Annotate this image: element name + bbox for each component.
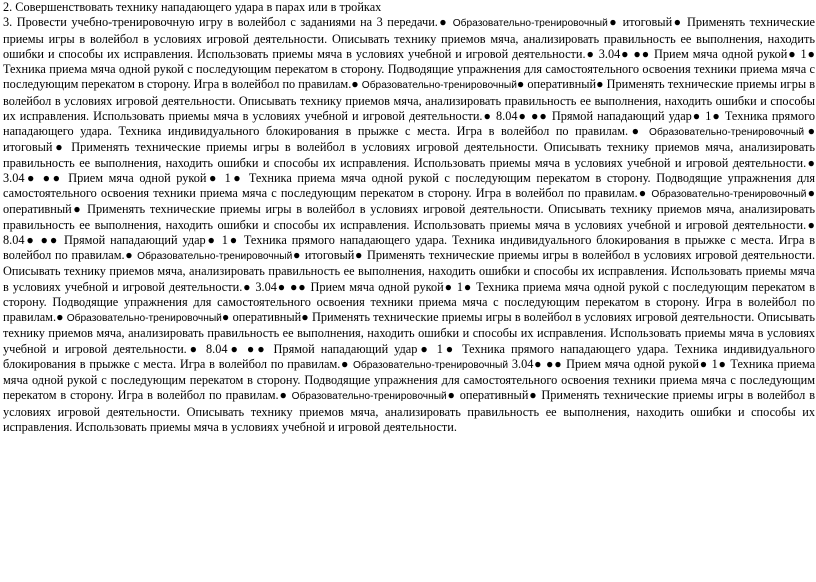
control-type: итоговый bbox=[3, 140, 53, 155]
bullet: ● bbox=[351, 77, 359, 92]
task-3-text: 3. Провести учебно-тренировочную игру в волейбол с заданиями на 3 передачи. bbox=[3, 15, 438, 30]
bullet: ● bbox=[354, 248, 364, 262]
control-type: оперативный bbox=[3, 202, 72, 217]
bullet: ● bbox=[289, 279, 299, 294]
bullet: ● bbox=[292, 248, 302, 262]
lesson-topic: Прием мяча одной рукой bbox=[566, 356, 699, 371]
bullet: ● bbox=[417, 341, 431, 356]
task-line-2 bbox=[3, 0, 815, 15]
bullet: ● bbox=[620, 46, 630, 61]
control-type: оперативный bbox=[232, 310, 302, 324]
bullet: ● bbox=[806, 186, 815, 200]
bullet: ● bbox=[446, 388, 456, 403]
lesson-content: Техника приема мяча одной рукой с последующим перекатом в сторону. Подводящие упражнения для самостоятельного освоения техники приема мяча с последующим перекатом в сторону. Игра в волейбол по правилам. bbox=[3, 279, 815, 324]
bullet: ● bbox=[691, 108, 702, 123]
bullet: ● bbox=[442, 341, 457, 356]
bullet: ● bbox=[628, 124, 643, 138]
bullet: ● bbox=[276, 279, 287, 294]
bullet: ● bbox=[298, 279, 307, 294]
bullet: ● bbox=[340, 356, 350, 371]
bullet: ● bbox=[539, 108, 548, 123]
bullet: ● bbox=[806, 217, 815, 232]
lesson-content: Техника приема мяча одной рукой с последующим перекатом в сторону. Подводящие упражнения для самостоятельного освоения техники приема мяча с последующим перекатом в сторону. Игра в волейбол по правилам. bbox=[3, 62, 815, 92]
bullet: ● bbox=[528, 388, 538, 403]
bullet: ● bbox=[517, 108, 527, 123]
hours: 1 bbox=[800, 46, 807, 61]
bullet: ● bbox=[52, 140, 66, 155]
lesson-date: 8.04 bbox=[206, 341, 228, 356]
bullet: ● bbox=[24, 232, 36, 247]
lesson-date: 3.04 bbox=[598, 46, 621, 61]
hours: 1 bbox=[456, 279, 463, 294]
hours: 1 bbox=[221, 232, 228, 247]
activity-description: Применять технические приемы игры в волейбол в условиях игровой деятельности. Описывать технику приемов мяча, анализировать правильность ее выполнения, находить ошибки и способы их исправления. Использовать приемы мяча в условиях учебной и игровой деятельности. bbox=[3, 15, 815, 61]
bullet: ● bbox=[71, 202, 83, 217]
bullet: ● bbox=[124, 248, 134, 262]
bullet: ● bbox=[49, 232, 60, 247]
lesson-topic: Прием мяча одной рукой bbox=[653, 46, 788, 61]
hours: 1 bbox=[224, 170, 231, 185]
bullet: ● bbox=[463, 279, 473, 294]
activity-description: Применять технические приемы игры в волейбол в условиях игровой деятельности. Описывать технику приемов мяча, анализировать правильность ее выполнения, находить ошибки и способы их исправления. Использовать приемы мяча в условиях учебной и игровой деятельности. bbox=[3, 310, 815, 356]
bullet: ● bbox=[806, 155, 815, 170]
lesson-date: 8.04 bbox=[3, 232, 25, 247]
lesson-type: Образовательно-тренировочный bbox=[137, 251, 293, 262]
bullet: ● bbox=[56, 310, 64, 324]
lesson-date: 3.04 bbox=[3, 170, 25, 185]
bullet: ● bbox=[516, 77, 525, 92]
activity-description: Применять технические приемы игры в волейбол в условиях игровой деятельности. Описывать технику приемов мяча, анализировать правильность ее выполнения, находить ошибки и способы их исправления. Использовать приемы мяча в условиях учебной и игровой деятельности. bbox=[3, 140, 815, 170]
lesson-content: Техника приема мяча одной рукой с последующим перекатом в сторону. Подводящие упражнения для самостоятельного освоения техники приема мяча с последующим перекатом в сторону. Игра в волейбол по правилам. bbox=[3, 356, 815, 403]
bullet: ● bbox=[40, 232, 50, 247]
control-type: итоговый bbox=[622, 15, 673, 30]
lesson-content: Техника прямого нападающего удара. Техника индивидуального блокирования в прыжке с места. Игра в волейбол по правилам. bbox=[3, 232, 815, 262]
lesson-topic: Прием мяча одной рукой bbox=[68, 170, 207, 185]
bullet: ● bbox=[698, 356, 708, 371]
bullet: ● bbox=[554, 356, 563, 371]
lesson-type: Образовательно-тренировочный bbox=[361, 80, 517, 92]
bullet: ● bbox=[230, 170, 244, 185]
bullet: ● bbox=[205, 232, 217, 247]
bullet: ● bbox=[804, 124, 815, 138]
bullet: ● bbox=[52, 170, 63, 185]
lesson-type: Образовательно-тренировочный bbox=[352, 359, 509, 371]
lesson-type: Образовательно-тренировочный bbox=[66, 313, 222, 324]
bullet: ● bbox=[186, 341, 201, 356]
activity-description: Применять технические приемы игры в волейбол в условиях игровой деятельности. Описывать технику приемов мяча, анализировать правильность ее выполнения, находить ошибки и способы их исправления. Использовать приемы мяча в условиях учебной и игровой деятельности. bbox=[3, 248, 815, 294]
bullet: ● bbox=[787, 46, 797, 61]
bullet: ● bbox=[227, 232, 239, 247]
activity-description: Применять технические приемы игры в волейбол в условиях игровой деятельности. Описывать технику приемов мяча, анализировать правильность ее выполнения, находить ошибки и способы их исправления. Использовать приемы мяча в условиях учебной и игровой деятельности. bbox=[3, 388, 815, 434]
bullet: ● bbox=[633, 46, 642, 61]
lesson-date: 8.04 bbox=[495, 108, 518, 123]
activity-description: Применять технические приемы игры в волейбол в условиях игровой деятельности. Описывать технику приемов мяча, анализировать правильность ее выполнения, находить ошибки и способы их исправления. Использовать приемы мяча в условиях учебной и игровой деятельности. bbox=[3, 202, 815, 232]
lesson-type: Образовательно-тренировочный bbox=[651, 189, 807, 200]
bullet: ● bbox=[806, 46, 815, 61]
control-type: оперативный bbox=[527, 77, 597, 92]
bullet: ● bbox=[206, 170, 220, 185]
activity-description: Применять технические приемы игры в волейбол в условиях игровой деятельности. Описывать технику приемов мяча, анализировать правильность ее выполнения, находить ошибки и способы их исправления. Использовать приемы мяча в условиях учебной и игровой деятельности. bbox=[3, 77, 815, 123]
bullet: ● bbox=[443, 279, 453, 294]
lesson-topic: Прямой нападающий удар bbox=[273, 341, 418, 356]
lesson-type: Образовательно-тренировочный bbox=[649, 127, 805, 138]
bullet: ● bbox=[530, 108, 540, 123]
hours: 1 bbox=[436, 341, 443, 356]
bullet: ● bbox=[278, 388, 288, 403]
control-type: итоговый bbox=[304, 248, 355, 262]
hours: 1 bbox=[711, 356, 718, 371]
bullet: ● bbox=[596, 77, 604, 92]
bullet: ● bbox=[482, 108, 492, 123]
bullet: ● bbox=[437, 15, 449, 30]
lesson-content: Техника приема мяча одной рукой с последующим перекатом в сторону. Подводящие упражнения для самостоятельного освоения техники приема мяча с последующим перекатом в сторону. Игра в волейбол по правилам. bbox=[3, 170, 815, 200]
bullet: ● bbox=[42, 170, 53, 185]
bullet: ● bbox=[242, 279, 252, 294]
bullet: ● bbox=[533, 356, 543, 371]
bullet: ● bbox=[717, 356, 727, 371]
bullet: ● bbox=[711, 108, 721, 123]
bullet: ● bbox=[227, 341, 241, 356]
bullet: ● bbox=[585, 46, 595, 61]
lesson-date: 3.04 bbox=[255, 279, 277, 294]
bullet: ● bbox=[301, 310, 309, 324]
lesson-topic: Прямой нападающий удар bbox=[64, 232, 206, 247]
bullet: ● bbox=[257, 341, 268, 356]
lesson-type: Образовательно-тренировочный bbox=[291, 391, 447, 403]
bullet: ● bbox=[637, 186, 648, 200]
lesson-content: Техника прямого нападающего удара. Техника индивидуального блокирования в прыжке с места. Игра в волейбол по правилам. bbox=[3, 108, 815, 138]
lesson-date: 3.04 bbox=[511, 356, 534, 371]
lesson-content: Техника прямого нападающего удара. Техника индивидуального блокирования в прыжке с места. Игра в волейбол по правилам. bbox=[3, 341, 815, 371]
bullet: ● bbox=[672, 15, 683, 30]
task-2-text: 2. Совершенствовать технику нападающего удара в парах или в тройках bbox=[3, 0, 382, 14]
control-type: оперативный bbox=[459, 388, 529, 403]
lesson-topic: Прямой нападающий удар bbox=[551, 108, 692, 123]
hours: 1 bbox=[705, 108, 712, 123]
bullet: ● bbox=[546, 356, 555, 371]
lesson-type: Образовательно-тренировочный bbox=[452, 18, 608, 30]
bullet: ● bbox=[24, 170, 38, 185]
bullet: ● bbox=[607, 15, 619, 30]
lesson-plan-text bbox=[3, 15, 815, 435]
lesson-topic: Прием мяча одной рукой bbox=[310, 279, 444, 294]
bullet: ● bbox=[246, 341, 258, 356]
bullet: ● bbox=[641, 46, 651, 61]
bullet: ● bbox=[221, 310, 230, 324]
